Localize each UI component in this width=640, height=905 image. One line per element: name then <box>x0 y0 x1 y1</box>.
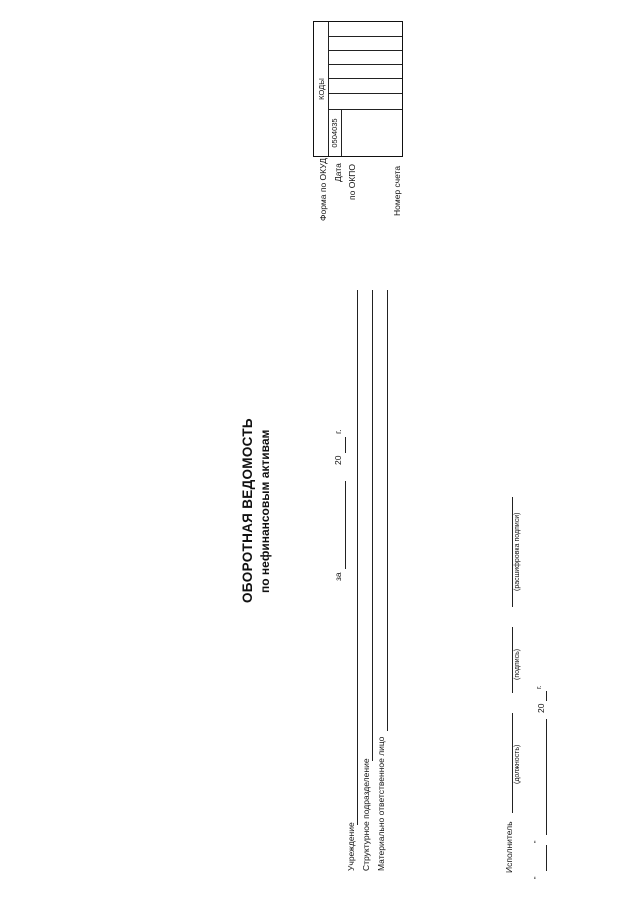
date-month-line <box>546 719 547 835</box>
signature-caption: (подпись) <box>514 648 521 680</box>
signature-line <box>512 627 513 693</box>
decoding-caption: (расшифровка подписи) <box>514 512 521 591</box>
period-prefix: за <box>333 572 343 581</box>
document-title: ОБОРОТНАЯ ВЕДОМОСТЬ <box>240 418 255 603</box>
period-year-blank-line <box>345 437 346 453</box>
period-year-suffix: г. <box>333 429 343 434</box>
okud-code-value: 0504035 <box>330 118 339 148</box>
codes-table-header: КОДЫ <box>317 78 326 100</box>
date-year-line <box>546 691 547 701</box>
decoding-line <box>512 497 513 607</box>
position-line <box>512 713 513 813</box>
division-label: Структурное подразделение <box>361 758 371 871</box>
institution-field-line <box>357 290 358 825</box>
responsible-person-field-line <box>387 290 388 731</box>
codes-table <box>313 21 403 157</box>
okpo-label: по ОКПО <box>347 164 357 200</box>
division-field-line <box>372 290 373 761</box>
date-day-line <box>546 845 547 871</box>
institution-label: Учреждение <box>346 822 356 871</box>
executor-label: Исполнитель <box>504 821 514 873</box>
account-number-label: Номер счета <box>392 165 402 216</box>
date-year-suffix: г. <box>536 685 543 689</box>
date-open-quote: " <box>534 876 541 879</box>
date-close-quote: " <box>534 840 541 843</box>
date-label: Дата <box>333 163 343 182</box>
period-blank-line <box>345 481 346 569</box>
position-caption: (должность) <box>514 744 521 784</box>
document-subtitle: по нефинансовым активам <box>258 429 272 593</box>
date-year-prefix: 20 <box>536 703 546 713</box>
period-year-prefix: 20 <box>333 455 343 465</box>
okud-label: Форма по ОКУД <box>318 158 328 221</box>
responsible-person-label: Материально ответственное лицо <box>376 736 386 871</box>
